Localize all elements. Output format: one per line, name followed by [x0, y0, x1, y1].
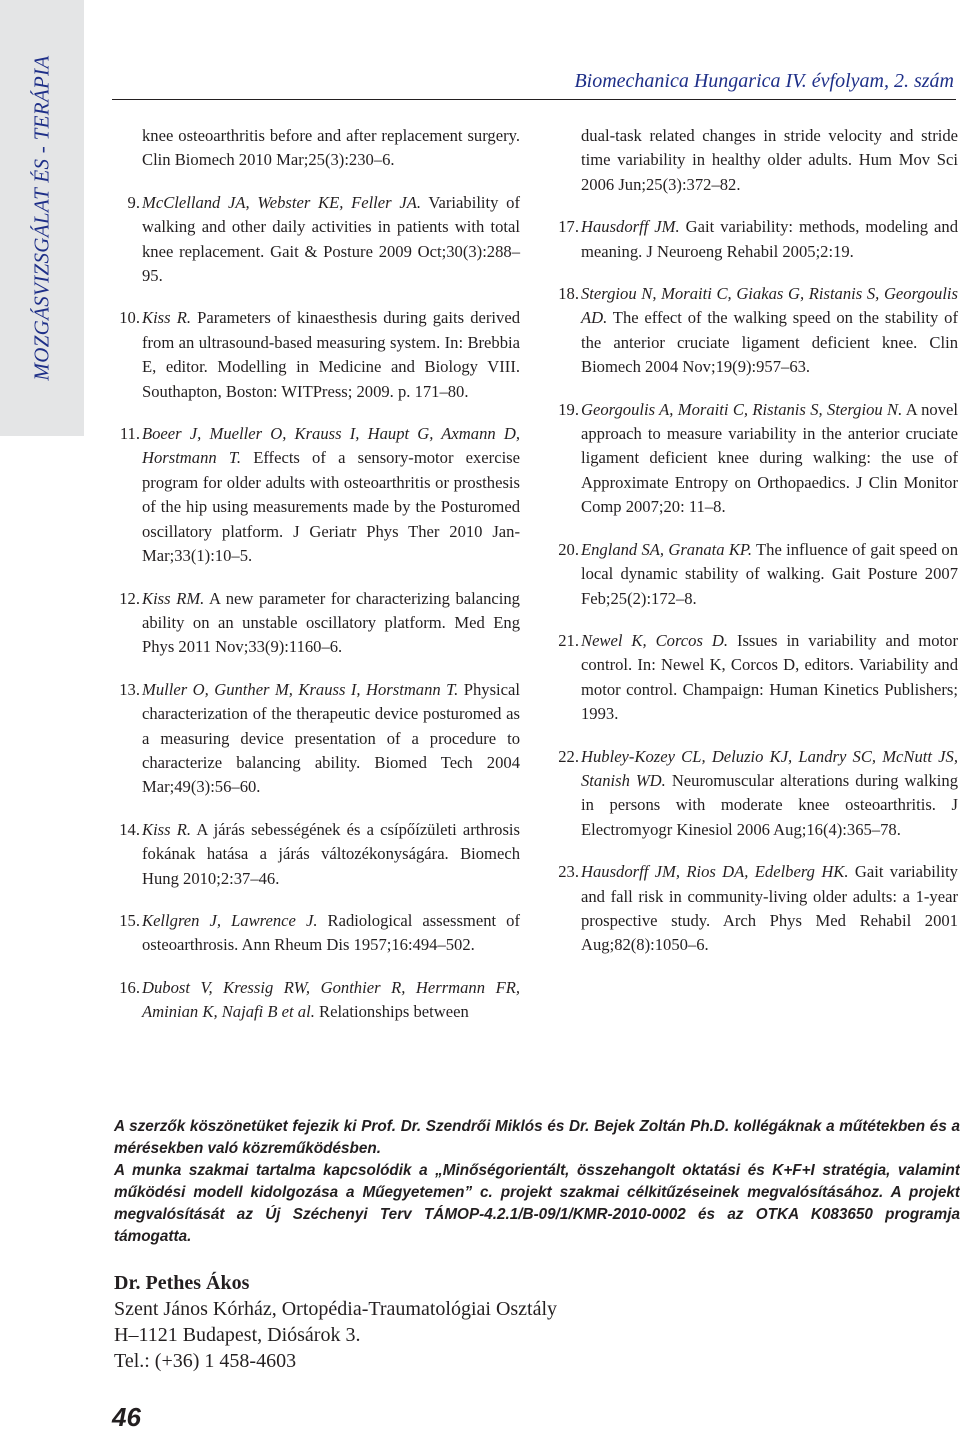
- reference-text: Relationships between: [314, 1002, 469, 1022]
- reference-number: 17.: [558, 217, 579, 237]
- reference-authors: Newel K, Corcos D.: [581, 630, 728, 650]
- reference-number: 16.: [119, 977, 140, 997]
- reference-item: [553, 215, 958, 264]
- reference-text: A novel approach to measure variability in the anterior cruciate ligament deficient knee during walking: the use of Approximate Entropy on Orthopaedics. J Clin Monitor Comp 2007;20: 11–8.: [581, 399, 958, 517]
- reference-text: Radiological assessment of osteoarthrosis. Ann Rheum Dis 1957;16:494–502.: [142, 910, 520, 955]
- acknowledgement: [114, 1116, 960, 1247]
- reference-number: 11.: [119, 424, 140, 444]
- reference-text: The influence of gait speed on local dynamic stability of walking. Gait Posture 2007 Feb;25(2):172–8.: [581, 539, 958, 608]
- reference-number: 20.: [558, 539, 579, 559]
- reference-item: [114, 422, 520, 568]
- reference-authors: Stergiou N, Moraiti C, Giakas G, Ristanis S, Georgoulis AD.: [581, 284, 958, 328]
- reference-authors: Georgoulis A, Moraiti C, Ristanis S, Stergiou N.: [581, 399, 903, 419]
- contact-phone: Tel.: (+36) 1 458-4603: [114, 1350, 297, 1372]
- reference-authors: Kiss R.: [142, 308, 192, 328]
- reference-number: 9.: [127, 192, 140, 212]
- reference-text: The effect of the walking speed on the stability of the anterior cruciate ligament deficient knee. Clin Biomech 2004 Nov;19(9):957–63.: [581, 308, 958, 377]
- reference-text: dual-task related changes in stride velocity and stride time variability in healthy older adults. Hum Mov Sci 2006 Jun;25(3):372–82.: [581, 126, 958, 194]
- reference-number: 18.: [558, 284, 579, 304]
- reference-item: [114, 124, 520, 173]
- acknowledgement-paragraph: A munka szakmai tartalma kapcsolódik a „Minőségorientált, összehangolt oktatási és K+F+I stratégia, valamint működési modell kidolgozása a Műegyetemen” c. projekt szakmai célkitűzéseinek megvalósításához. A projekt megvalósítását az Új Széchenyi Terv TÁMOP-4.2.1/B-09/1/KMR-2010-0002 és az OTKA K083650 programja támogatta.: [114, 1161, 960, 1245]
- reference-text: Issues in variability and motor control. In: Newel K, Corcos D, editors. Variability and motor control. Champaign: Human Kinetics Publishers; 1993.: [581, 630, 958, 724]
- reference-item: [553, 860, 958, 958]
- header-rule: [112, 99, 956, 100]
- reference-authors: Hausdorff JM.: [581, 217, 680, 237]
- reference-text: Gait variability and fall risk in community-living older adults: a 1-year prospective study. Arch Phys Med Rehabil 2001 Aug;82(8):1050–6.: [581, 862, 958, 955]
- reference-authors: McClelland JA, Webster KE, Feller JA.: [142, 192, 421, 212]
- references-left-column: [114, 124, 520, 1043]
- reference-number: 14.: [119, 819, 140, 839]
- reference-number: 12.: [119, 588, 140, 608]
- contact-block: [114, 1270, 814, 1374]
- reference-number: 19.: [558, 399, 579, 419]
- reference-authors: Hubley-Kozey CL, Deluzio KJ, Landry SC, McNutt JS, Stanish WD.: [581, 746, 958, 790]
- reference-text: Variability of walking and other daily activities in patients with total knee replacement. Gait & Posture 2009 Oct;30(3):288–95.: [142, 192, 520, 286]
- reference-item: [553, 282, 958, 380]
- reference-item: [114, 818, 520, 891]
- reference-text: A járás sebességének és a csípőízületi arthrosis fokának hatása a járás változékonyságára. Biomech Hung 2010;2:37–46.: [142, 819, 520, 888]
- reference-authors: Kellgren J, Lawrence J.: [142, 910, 318, 930]
- contact-institution: Szent János Kórház, Ortopédia-Traumatológiai Osztály: [114, 1298, 558, 1320]
- reference-number: 13.: [119, 679, 140, 699]
- reference-authors: Hausdorff JM, Rios DA, Edelberg HK.: [581, 862, 849, 882]
- reference-text: Neuromuscular alterations during walking in persons with moderate knee osteoarthritis. J Electromyogr Kinesiol 2006 Aug;16(4):365–78.: [581, 770, 958, 839]
- reference-item: [114, 191, 520, 289]
- reference-item: [114, 976, 520, 1025]
- reference-item: [553, 745, 958, 843]
- reference-item: [114, 306, 520, 404]
- reference-authors: England SA, Granata KP.: [581, 539, 753, 559]
- reference-authors: Dubost V, Kressig RW, Gonthier R, Herrmann FR, Aminian K, Najafi B et al.: [142, 977, 520, 1022]
- page-number: 46: [112, 1402, 141, 1432]
- journal-header: Biomechanica Hungarica IV. évfolyam, 2. szám: [574, 70, 954, 92]
- reference-number: 15.: [119, 910, 140, 930]
- reference-text: A new parameter for characterizing balancing ability on an unstable oscillatory platform. Med Eng Phys 2011 Nov;33(9):1160–6.: [142, 588, 520, 657]
- reference-authors: Boeer J, Mueller O, Krauss I, Haupt G, Axmann D, Horstmann T.: [142, 424, 520, 468]
- reference-item: [114, 909, 520, 958]
- acknowledgement-paragraph: A szerzők köszönetüket fejezik ki Prof. Dr. Szendrői Miklós és Dr. Bejek Zoltán Ph.D. kollégáknak a műtétekben és a mérésekben való közreműködésben.: [114, 1118, 960, 1157]
- reference-item: [553, 398, 958, 520]
- reference-authors: Kiss RM.: [142, 588, 205, 608]
- contact-name: Dr. Pethes Ákos: [114, 1272, 250, 1294]
- references-right-column: [553, 124, 958, 976]
- section-side-band: [0, 0, 84, 436]
- reference-number: 21.: [558, 630, 579, 650]
- section-title: MOZGÁSVIZSGÁLAT ÉS - TERÁPIA: [29, 55, 54, 381]
- reference-authors: Muller O, Gunther M, Krauss I, Horstmann T.: [142, 679, 459, 699]
- reference-item: [553, 538, 958, 611]
- reference-text: Parameters of kinaesthesis during gaits derived from an ultrasound-based measuring system. In: Brebbia E, editor. Modelling in Medicine and Biology VIII. Southapton, Boston: WITPress; 2009. p. 171–80.: [142, 308, 520, 401]
- reference-item: [114, 678, 520, 800]
- reference-number: 22.: [558, 746, 579, 766]
- reference-item: [114, 587, 520, 660]
- reference-authors: Kiss R.: [142, 819, 192, 839]
- reference-item: [553, 629, 958, 727]
- reference-text: knee osteoarthritis before and after replacement surgery. Clin Biomech 2010 Mar;25(3):230–6.: [142, 126, 520, 170]
- contact-address: H–1121 Budapest, Diósárok 3.: [114, 1324, 361, 1346]
- reference-item: [553, 124, 958, 197]
- reference-text: Gait variability: methods, modeling and meaning. J Neuroeng Rehabil 2005;2:19.: [581, 217, 958, 261]
- reference-number: 10.: [119, 308, 140, 328]
- reference-number: 23.: [558, 862, 579, 882]
- reference-text: Effects of a sensory-motor exercise program for older adults with osteoarthritis or prosthesis of the hip using measurements made by the Posturomed oscillatory platform. J Geriatr Phys Ther 2010 Jan-Mar;33(1):10–5.: [142, 448, 520, 566]
- reference-text: Physical characterization of the therapeutic device posturomed as a measuring device presentation of a procedure to characterize balancing ability. Biomed Tech 2004 Mar;49(3):56–60.: [142, 679, 520, 797]
